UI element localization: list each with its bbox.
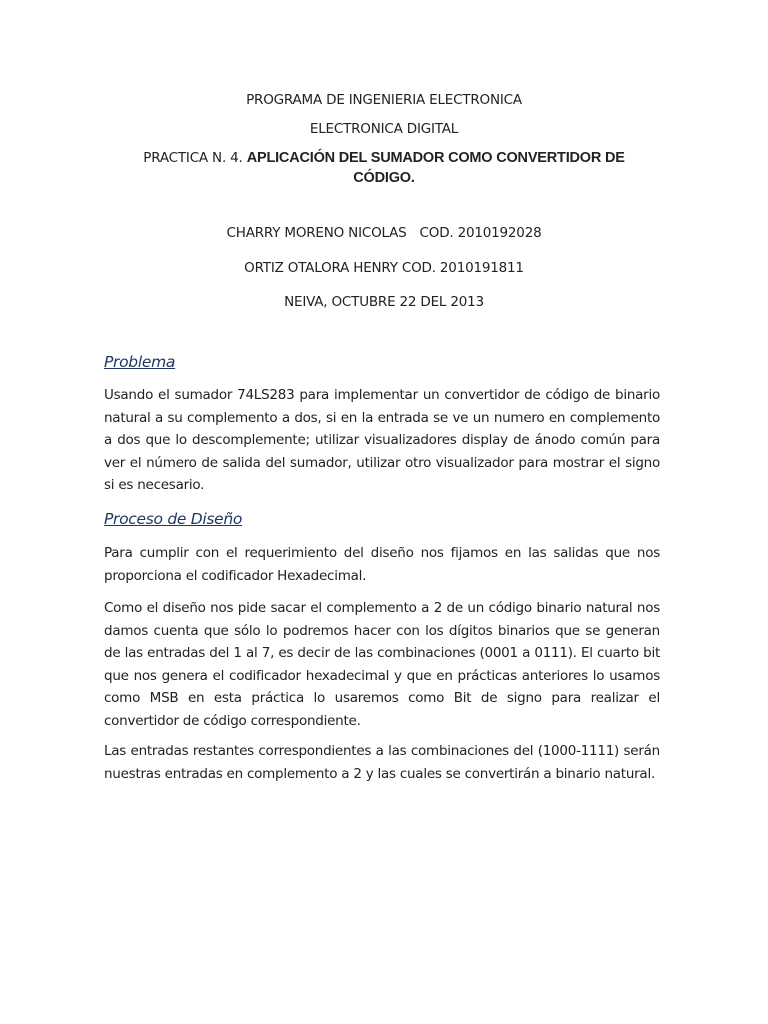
practice-title-line1: APLICACIÓN DEL SUMADOR COMO CONVERTIDOR DE [246, 150, 625, 166]
paragraph: Usando el sumador 74LS283 para implementar un convertidor de código de binario natural a su complemento a dos, si en la entrada se ve un numero en complemento a dos que lo descomplemente; utilizar visualizadores display de ánodo común para ver el número de salida del sumador, utilizar otro visualizador para mostrar el signo si es necesario. [104, 387, 660, 494]
author-name: CHARRY MORENO NICOLAS [226, 225, 407, 241]
place-date: NEIVA, OCTUBRE 22 DEL 2013 [284, 294, 484, 310]
practice-title [0, 148, 768, 188]
practice-title-line2: CÓDIGO. [353, 170, 415, 186]
paragraph: Como el diseño nos pide sacar el complemento a 2 de un código binario natural nos damos cuenta que sólo lo podremos hacer con los dígitos binarios que se generan de las entradas del 1 al 7, es decir de las combinaciones (0001 a 0111). El cuarto bit que nos genera el codificador hexadecimal y que en prácticas anteriores lo usamos como MSB en esta práctica lo usaremos como Bit de signo para realizar el convertidor de código correspondiente. [104, 600, 660, 729]
author-line [0, 260, 768, 276]
author-line [0, 225, 768, 241]
paragraph: Las entradas restantes correspondientes a las combinaciones del (1000-1111) serán nuestras entradas en complemento a 2 y las cuales se convertirán a binario natural. [104, 743, 660, 782]
paragraph: Para cumplir con el requerimiento del diseño nos fijamos en las salidas que nos proporciona el codificador Hexadecimal. [104, 545, 660, 584]
author-code: COD. 2010191811 [401, 260, 524, 276]
author-name: ORTIZ OTALORA HENRY [244, 260, 398, 276]
author-code: COD. 2010192028 [419, 225, 542, 241]
program-name: PROGRAMA DE INGENIERIA ELECTRONICA [246, 92, 522, 108]
section-heading-proceso: Proceso de Diseño [104, 510, 243, 528]
practice-number: PRACTICA N. 4. [143, 150, 243, 166]
section-heading-problema: Problema [104, 353, 176, 371]
subject-name: ELECTRONICA DIGITAL [309, 121, 459, 137]
